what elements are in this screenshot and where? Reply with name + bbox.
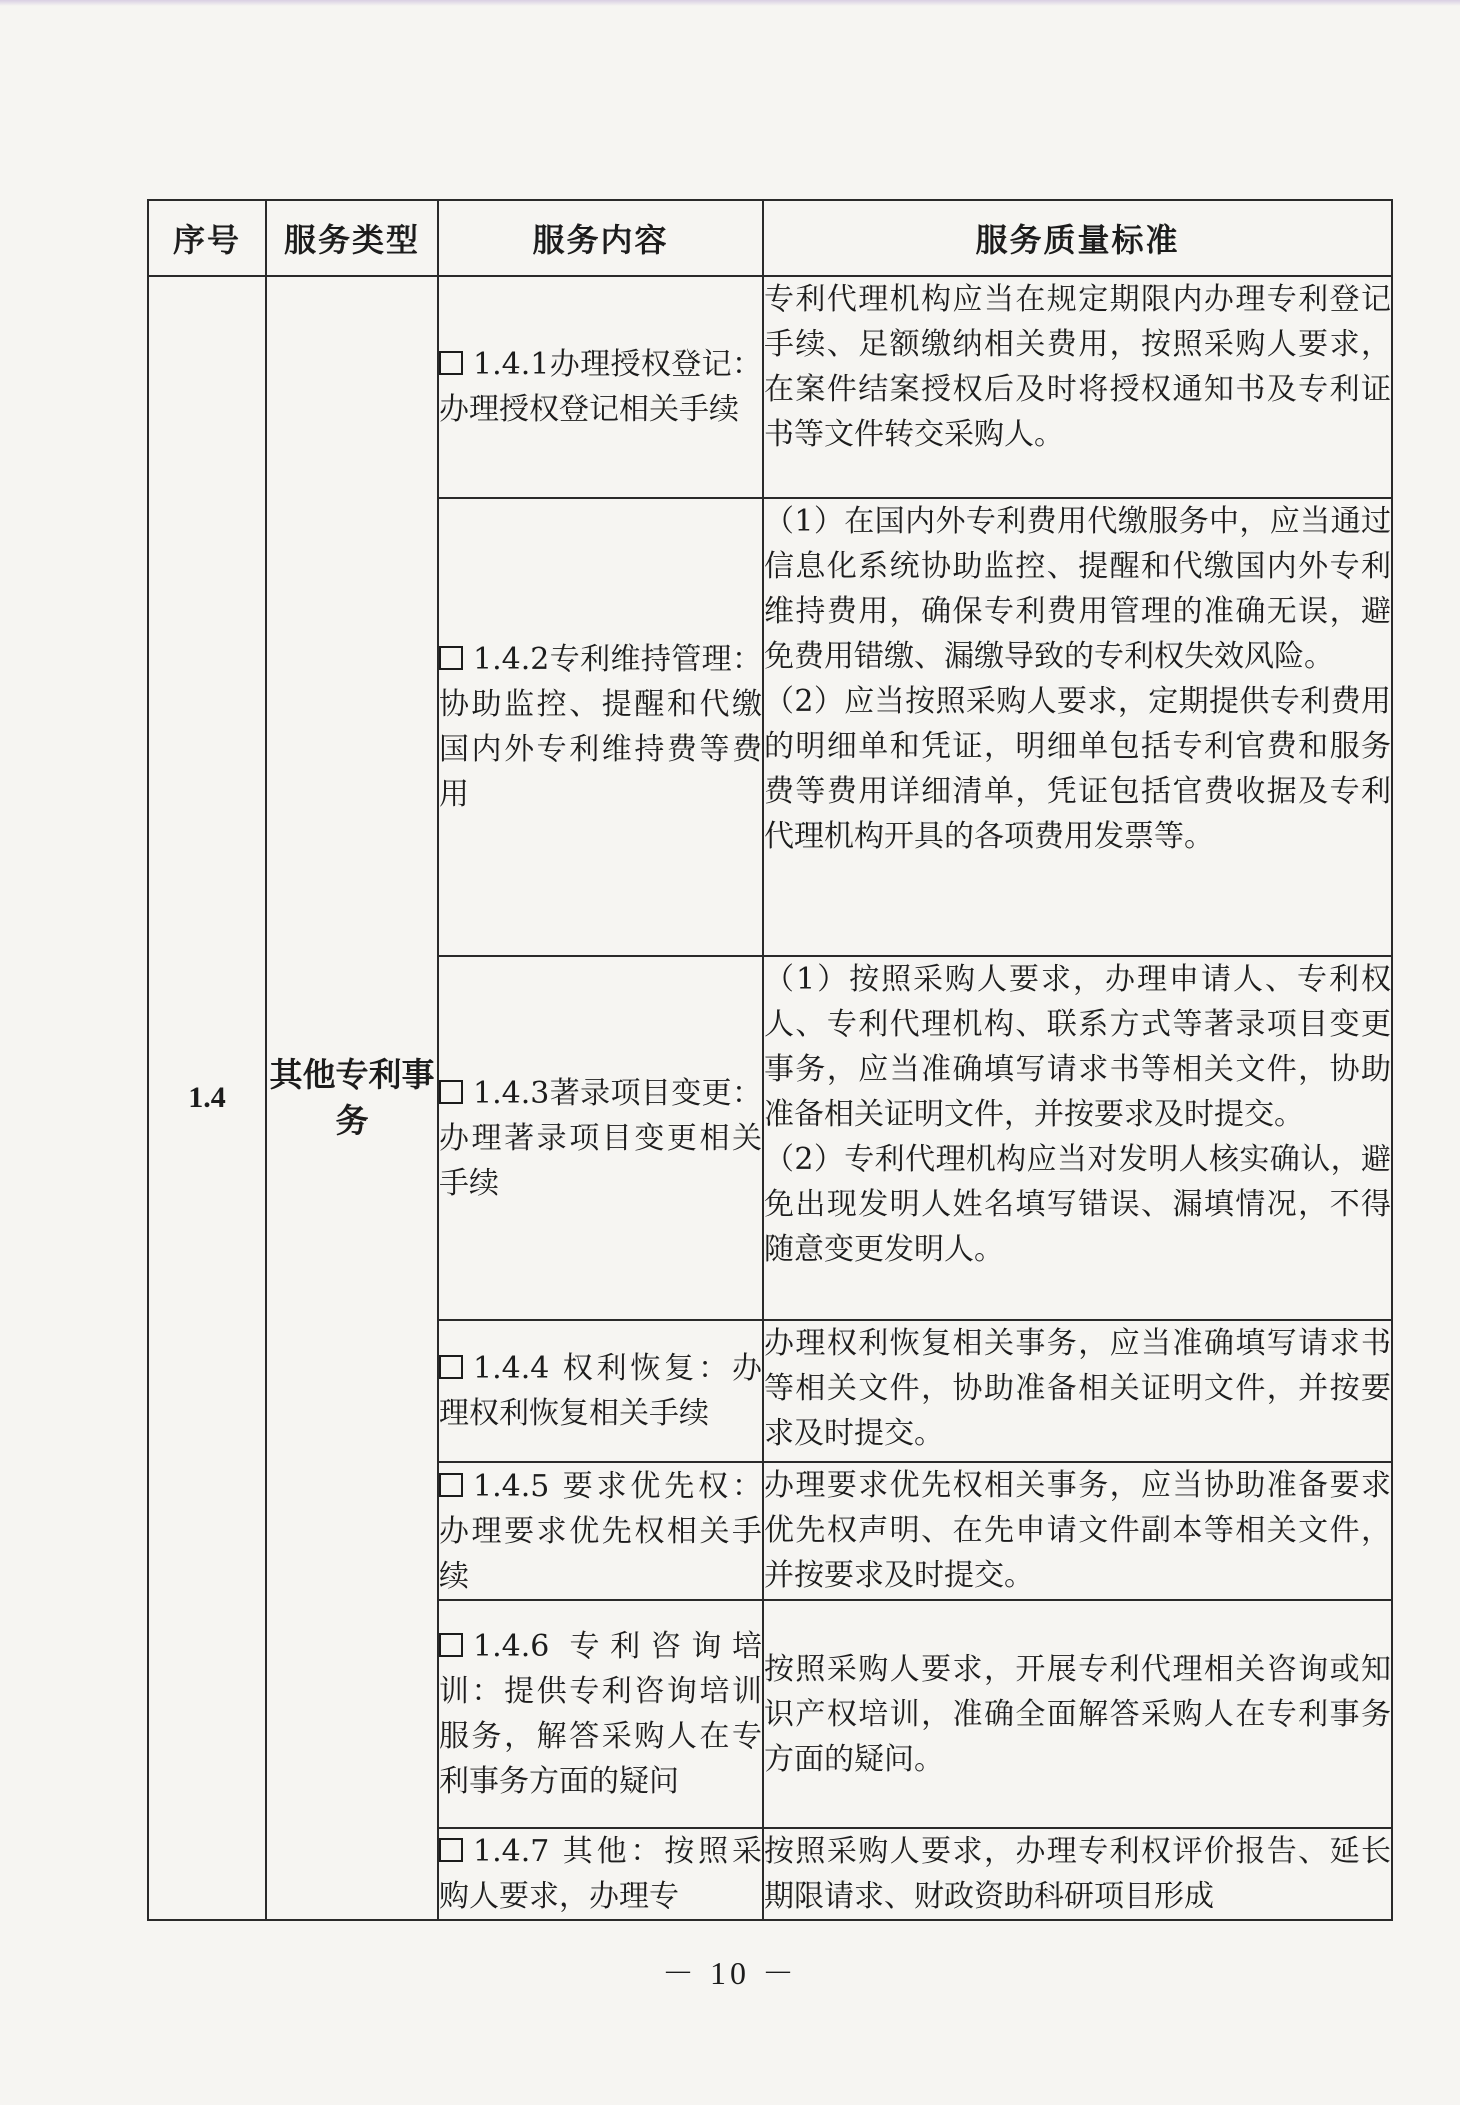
standard-cell [763,276,1392,498]
content-text: 1.4.2专利维持管理：协助监控、提醒和代缴国内外专利维持费等费用 [439,642,762,812]
standard-text: 按照采购人要求，开展专利代理相关咨询或知识产权培训，准确全面解答采购人在专利事务方面的疑问。 [764,1651,1391,1777]
standard-text: 办理权利恢复相关事务，应当准确填写请求书等相关文件，协助准备相关证明文件，并按要求及时提交。 [764,1326,1391,1451]
content-text: 1.4.5 要求优先权：办理要求优先权相关手续 [439,1468,762,1594]
content-cell [438,1600,763,1828]
header-quality-standard: 服务质量标准 [763,200,1392,276]
standard-paragraph: （2）应当按照采购人要求，定期提供专利费用的明细单和凭证，明细单包括专利官费和服务费等费用详细清单，凭证包括官费收据及专利代理机构开具的各项费用发票等。 [764,684,1391,854]
header-service-content: 服务内容 [438,200,763,276]
table-row [148,276,1392,498]
content-text: 1.4.1办理授权登记：办理授权登记相关手续 [439,347,762,427]
checkbox-icon [439,1355,463,1379]
content-cell [438,498,763,956]
standard-cell [763,498,1392,956]
standard-text: 办理要求优先权相关事务，应当协助准备要求优先权声明、在先申请文件副本等相关文件，并按要求及时提交。 [764,1468,1391,1593]
standard-text: 专利代理机构应当在规定期限内办理专利登记手续、足额缴纳相关费用，按照采购人要求，在案件结案授权后及时将授权通知书及专利证书等文件转交采购人。 [764,282,1391,452]
content-cell [438,956,763,1320]
standard-cell [763,1600,1392,1828]
content-cell [438,1828,763,1920]
content-text: 1.4.7 其他：按照采购人要求，办理专 [439,1834,762,1914]
content-text: 1.4.3著录项目变更：办理著录项目变更相关手续 [439,1075,762,1201]
page-number: － 10 － [661,1955,798,1991]
service-quality-table [147,199,1393,1921]
content-cell [438,1320,763,1462]
header-service-type: 服务类型 [266,200,438,276]
standard-paragraph: （1）按照采购人要求，办理申请人、专利权人、专利代理机构、联系方式等著录项目变更事务，应当准确填写请求书等相关文件，协助准备相关证明文件，并按要求及时提交。 [764,962,1391,1132]
standard-paragraph: （1）在国内外专利费用代缴服务中，应当通过信息化系统协助监控、提醒和代缴国内外专利维持费用，确保专利费用管理的准确无误，避免费用错缴、漏缴导致的专利权失效风险。 [764,504,1391,674]
checkbox-icon [439,351,463,375]
standard-cell [763,1828,1392,1920]
section-type: 其他专利事务 [266,276,438,1920]
checkbox-icon [439,1838,463,1862]
content-cell [438,276,763,498]
content-cell [438,1462,763,1600]
standard-paragraph: （2）专利代理机构应当对发明人核实确认，避免出现发明人姓名填写错误、漏填情况，不得随意变更发明人。 [764,1142,1391,1267]
section-number: 1.4 [148,276,266,1920]
content-text: 1.4.6 专利咨询培训：提供专利咨询培训服务，解答采购人在专利事务方面的疑问 [439,1629,762,1799]
table-header-row [148,200,1392,276]
standard-text: 按照采购人要求，办理专利权评价报告、延长期限请求、财政资助科研项目形成 [764,1834,1391,1914]
standard-cell [763,956,1392,1320]
standard-cell [763,1320,1392,1462]
checkbox-icon [439,646,463,670]
standard-cell [763,1462,1392,1600]
header-seq: 序号 [148,200,266,276]
checkbox-icon [439,1633,463,1657]
page-edge-tint [0,0,1460,6]
checkbox-icon [439,1473,463,1497]
content-text: 1.4.4 权利恢复：办理权利恢复相关手续 [439,1351,762,1431]
checkbox-icon [439,1080,463,1104]
